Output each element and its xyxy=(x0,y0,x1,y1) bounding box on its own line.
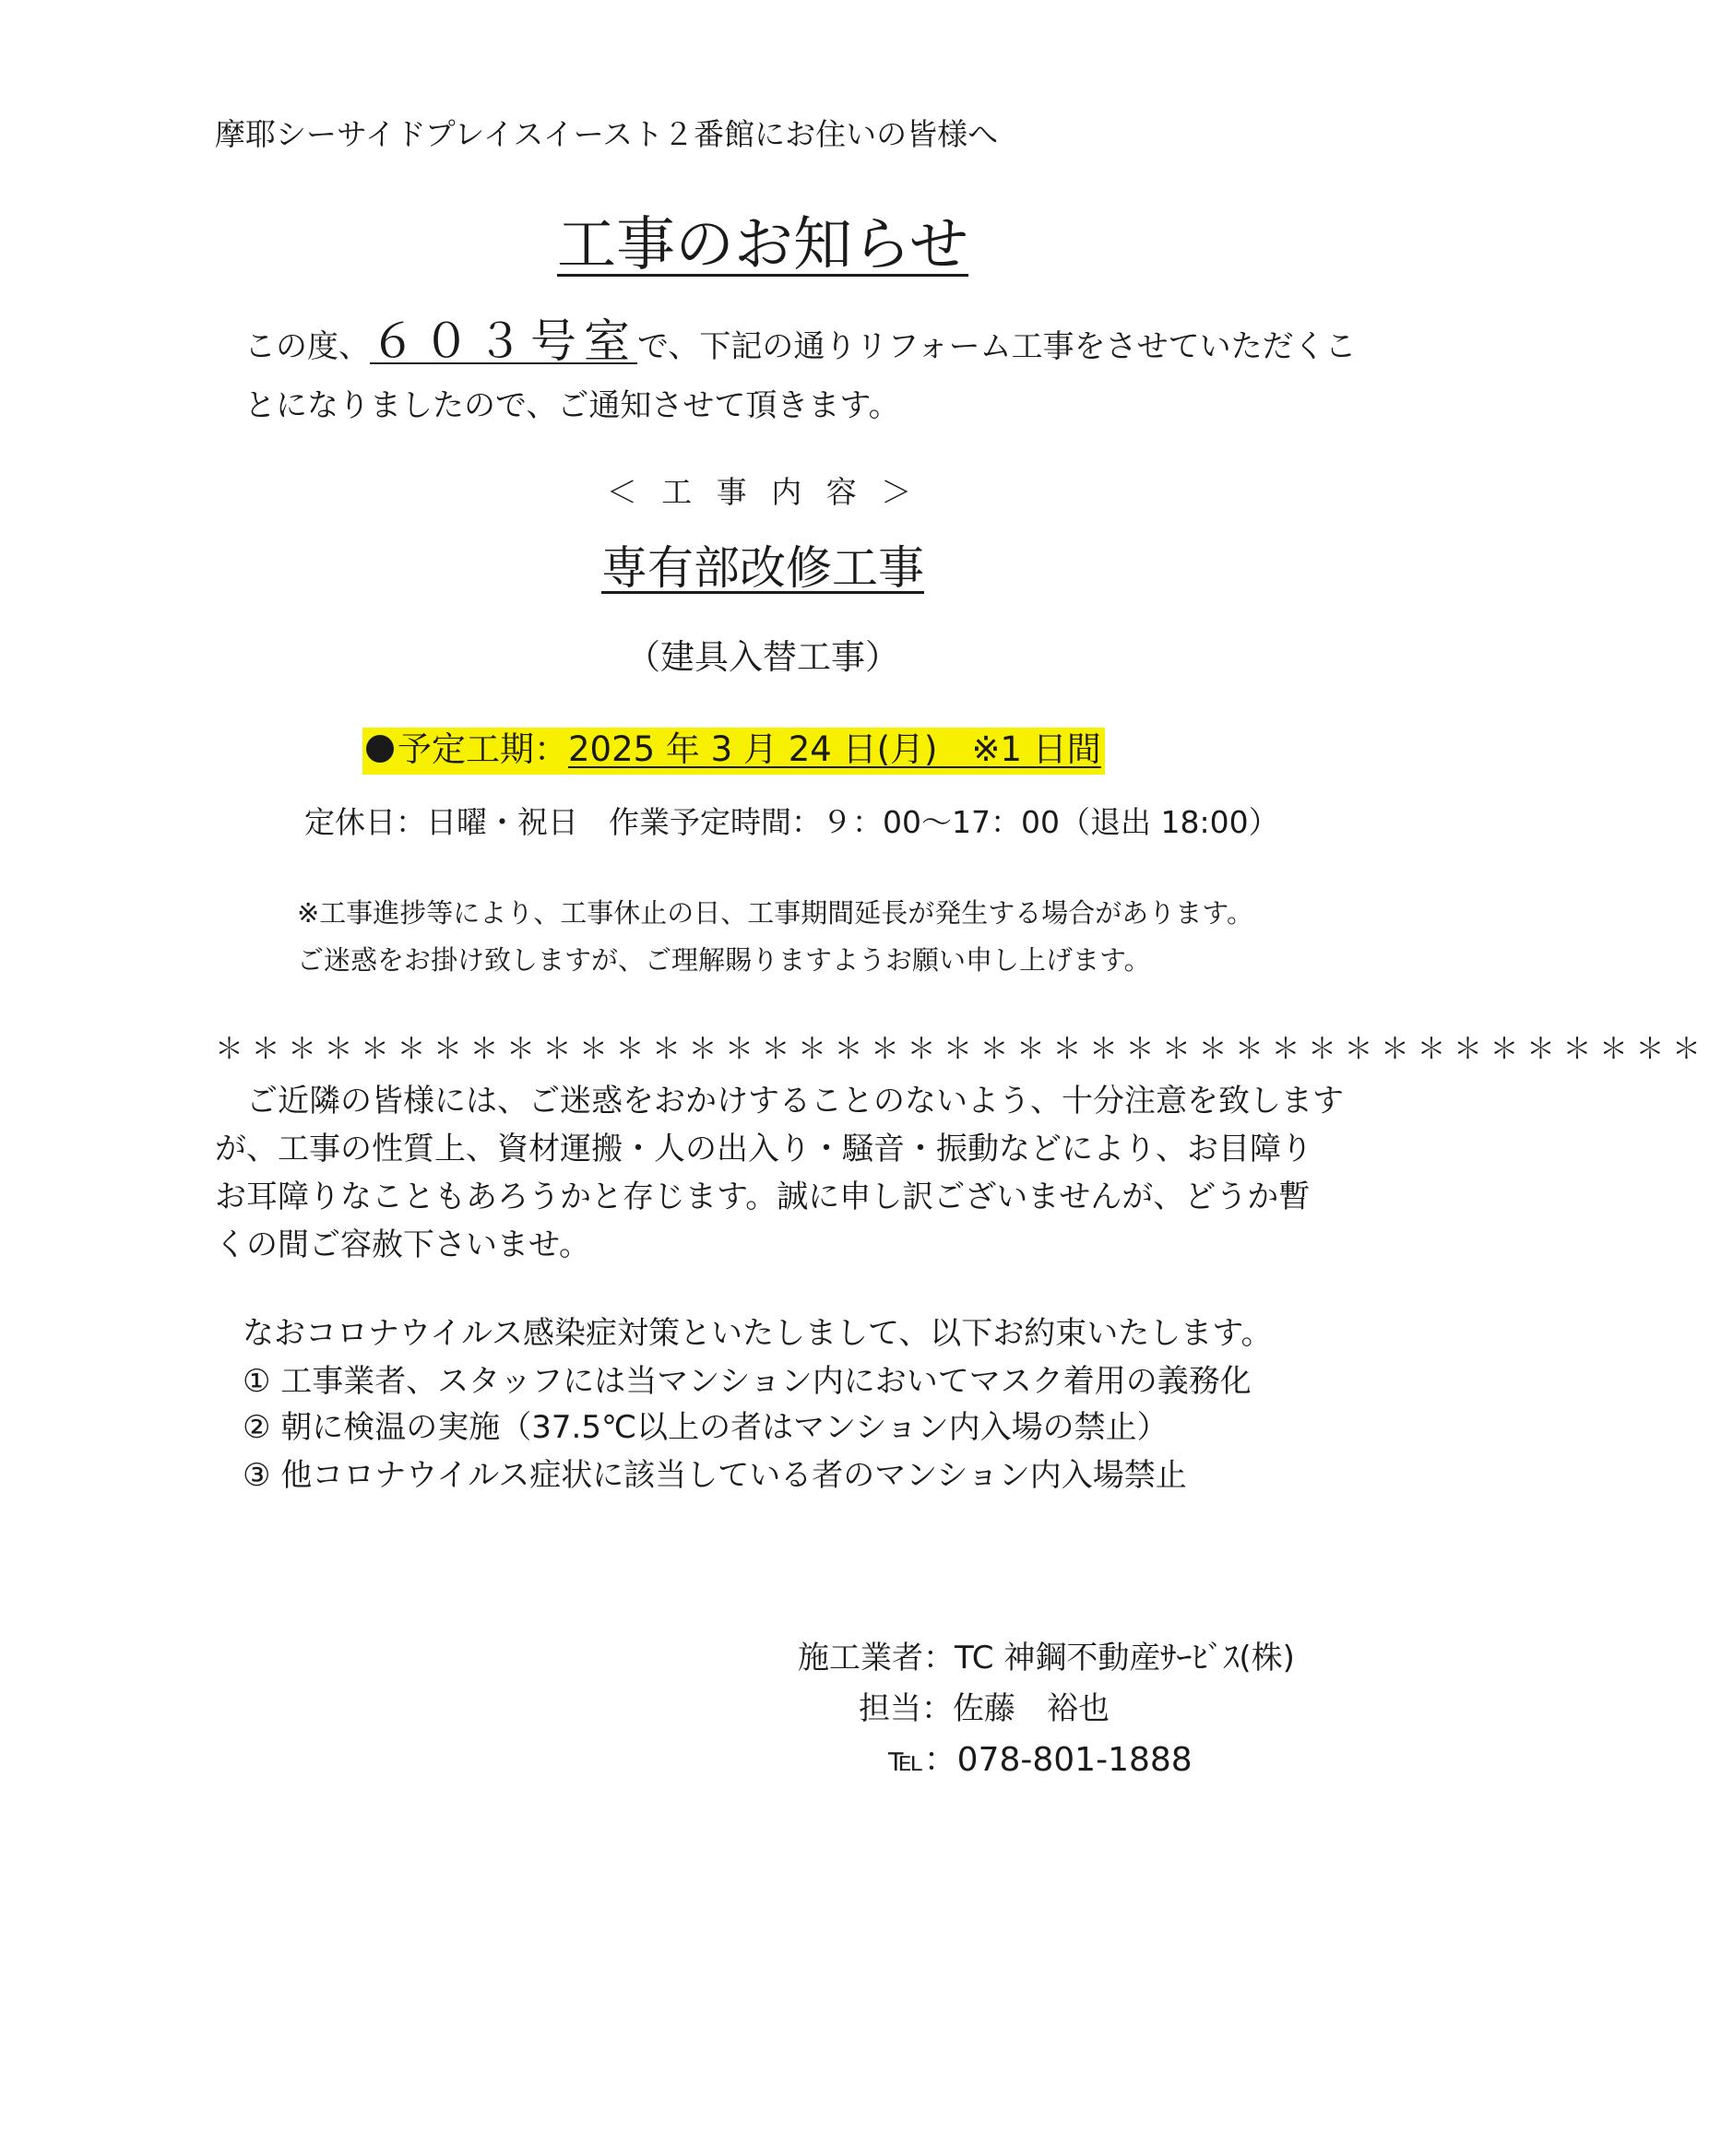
notice-title-text: 工事のお知らせ xyxy=(556,211,969,279)
work-title-text: 専有部改修工事 xyxy=(601,541,924,595)
neighbor-paragraph-line: ご近隣の皆様には、ご迷惑をおかけすることのないよう、十分注意を致します xyxy=(215,1083,1344,1119)
note-line-2: ご迷惑をお掛け致しますが、ご理解賜りますようお願い申し上げます。 xyxy=(297,944,1151,976)
note-line-1: ※工事進捗等により、工事休止の日、工事期間延長が発生する場合があります。 xyxy=(297,897,1253,929)
schedule-date: 2025 年 3 月 24 日(月) ※1 日間 xyxy=(568,729,1101,769)
covid-measure-item: ① 工事業者、スタッフには当マンション内においてマスク着用の義務化 xyxy=(243,1363,1252,1400)
working-hours-line: 定休日：日曜・祝日 作業予定時間：９：00～17：00（退出 18:00） xyxy=(304,804,1279,840)
work-content-heading: ＜ 工 事 内 容 ＞ xyxy=(606,474,920,510)
schedule-label: 予定工期： xyxy=(398,729,568,769)
neighbor-paragraph-line: が、工事の性質上、資材運搬・人の出入り・騒音・振動などにより、お目障り xyxy=(215,1131,1312,1167)
intro-line-1-rest: で、下記の通りリフォーム工事をさせていただくこ xyxy=(637,328,1357,365)
schedule-highlight xyxy=(362,728,1105,775)
contractor-line: 施工業者：TC 神鋼不動産ｻｰﾋﾞｽ(株) xyxy=(798,1640,1295,1676)
contact-person-line: 担当：佐藤 裕也 xyxy=(859,1690,1110,1727)
neighbor-paragraph-line: お耳障りなこともあろうかと存じます。誠に申し訳ございませんが、どうか暫 xyxy=(215,1179,1311,1215)
asterisk-separator: ＊＊＊＊＊＊＊＊＊＊＊＊＊＊＊＊＊＊＊＊＊＊＊＊＊＊＊＊＊＊＊＊＊＊＊＊＊＊＊＊＊ xyxy=(215,1033,1709,1066)
covid-measure-item: ③ 他コロナウイルス症状に該当している者のマンション内入場禁止 xyxy=(243,1457,1187,1494)
intro-prefix: この度、 xyxy=(244,328,370,365)
covid-measure-item: ② 朝に検温の実施（37.5℃以上の者はマンション内入場の禁止） xyxy=(243,1409,1169,1446)
addressee-line: 摩耶シーサイドプレイスイースト２番館にお住いの皆様へ xyxy=(215,116,999,152)
schedule-line xyxy=(362,721,1105,771)
intro-line-2: とになりましたので、ご通知させて頂きます。 xyxy=(244,387,900,424)
bullet-dot-icon xyxy=(366,735,394,763)
notice-title xyxy=(0,197,1525,282)
intro-line-1 xyxy=(244,304,1357,371)
covid-measures-intro: なおコロナウイルス感染症対策といたしまして、以下お約束いたします。 xyxy=(243,1315,1273,1352)
work-subtitle: （建具入替工事） xyxy=(626,637,899,677)
neighbor-paragraph-line: くの間ご容赦下さいませ。 xyxy=(215,1226,590,1263)
room-number: ６０３号室 xyxy=(370,314,637,368)
work-title xyxy=(0,531,1525,598)
contact-tel-line: ℡：078-801-1888 xyxy=(888,1741,1193,1779)
